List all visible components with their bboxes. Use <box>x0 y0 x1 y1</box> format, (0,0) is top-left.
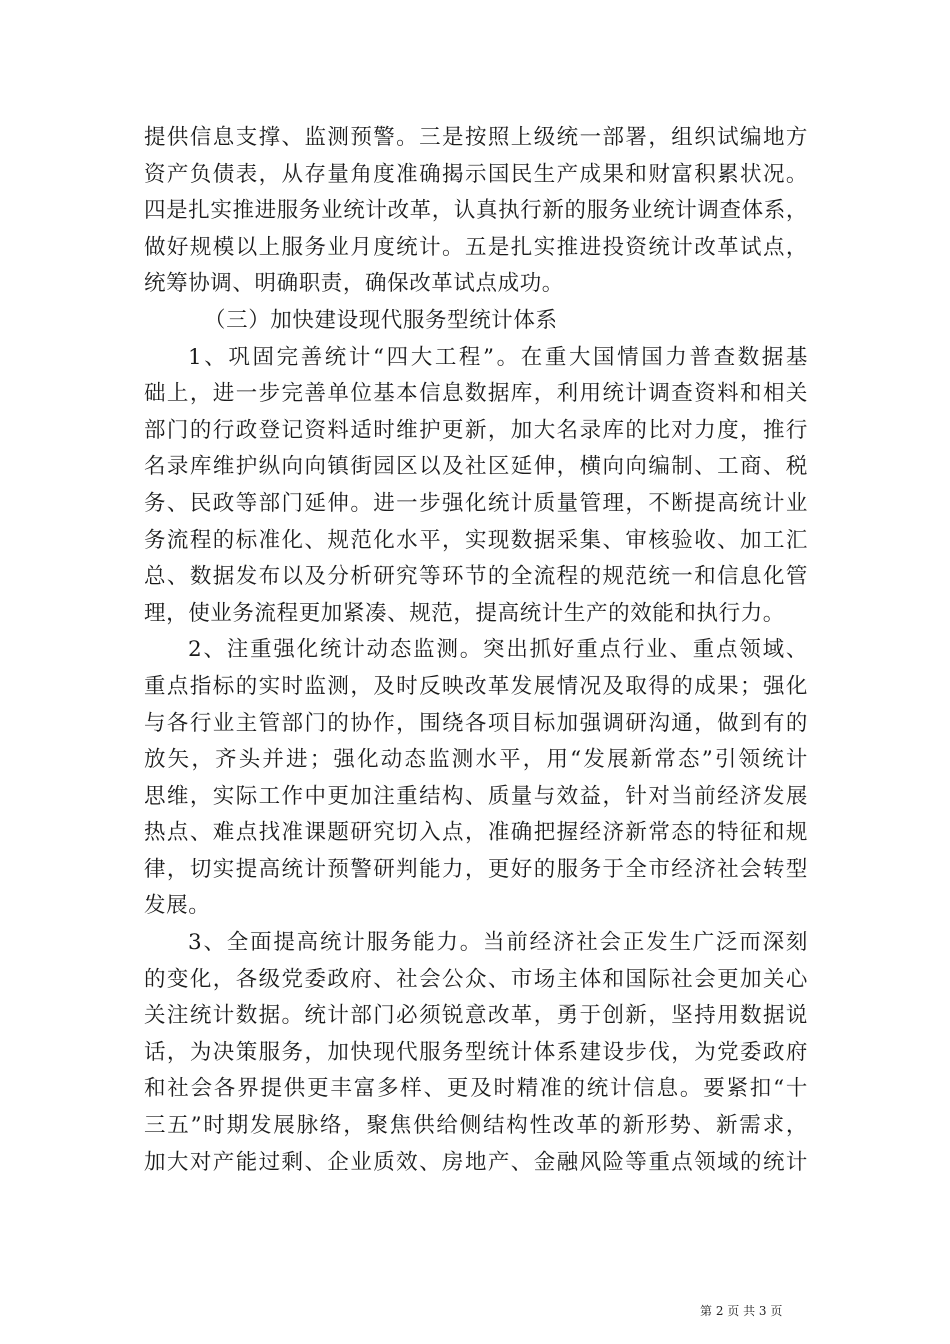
text-line: 发展。 <box>144 893 211 919</box>
text-line: 律，切实提高统计预警研判能力，更好的服务于全市经济社会转型 <box>144 856 808 882</box>
text-line: 思维，实际工作中更加注重结构、质量与效益，针对当前经济发展 <box>144 783 808 809</box>
text-line: 总、数据发布以及分析研究等环节的全流程的规范统一和信息化管 <box>144 564 808 590</box>
text-line: 2、注重强化统计动态监测。突出抓好重点行业、重点领域、 <box>188 637 808 663</box>
document-body <box>144 120 808 1181</box>
page-number: 第 2 页 共 3 页 <box>700 1304 783 1318</box>
text-line: 和社会各界提供更丰富多样、更及时精准的统计信息。要紧扣“十 <box>144 1076 808 1102</box>
text-line: 务、民政等部门延伸。进一步强化统计质量管理，不断提高统计业 <box>144 490 808 516</box>
text-line: 部门的行政登记资料适时维护更新，加大名录库的比对力度，推行 <box>144 417 808 443</box>
text-line: 放矢，齐头并进；强化动态监测水平，用“发展新常态”引领统计 <box>144 747 808 773</box>
text-line: 三五”时期发展脉络，聚焦供给侧结构性改革的新形势、新需求， <box>144 1113 808 1139</box>
text-line: 务流程的标准化、规范化水平，实现数据采集、审核验收、加工汇 <box>144 527 808 553</box>
text-line: 础上，进一步完善单位基本信息数据库，利用统计调查资料和相关 <box>144 381 808 407</box>
text-line: 关注统计数据。统计部门必须锐意改革，勇于创新，坚持用数据说 <box>144 1003 808 1029</box>
text-line: 做好规模以上服务业月度统计。五是扎实推进投资统计改革试点， <box>144 234 808 260</box>
section-heading: （三）加快建设现代服务型统计体系 <box>204 307 558 333</box>
text-line: 资产负债表，从存量角度准确揭示国民生产成果和财富积累状况。 <box>144 161 808 187</box>
text-line: 与各行业主管部门的协作，围绕各项目标加强调研沟通，做到有的 <box>144 710 808 736</box>
text-line: 3、全面提高统计服务能力。当前经济社会正发生广泛而深刻 <box>188 930 808 956</box>
text-line: 加大对产能过剩、企业质效、房地产、金融风险等重点领域的统计 <box>144 1149 808 1175</box>
text-line: 话，为决策服务，加快现代服务型统计体系建设步伐，为党委政府 <box>144 1039 808 1065</box>
text-line: 提供信息支撑、监测预警。三是按照上级统一部署，组织试编地方 <box>144 125 808 150</box>
text-line: 理，使业务流程更加紧凑、规范，提高统计生产的效能和执行力。 <box>144 600 785 626</box>
text-line: 热点、难点找准课题研究切入点，准确把握经济新常态的特征和规 <box>144 820 808 846</box>
text-line: 四是扎实推进服务业统计改革，认真执行新的服务业统计调查体系， <box>144 198 808 224</box>
text-line: 统筹协调、明确职责，确保改革试点成功。 <box>144 271 564 297</box>
text-line: 名录库维护纵向向镇街园区以及社区延伸，横向向编制、工商、税 <box>144 454 808 480</box>
text-line: 1、巩固完善统计“四大工程”。在重大国情国力普查数据基 <box>188 344 808 370</box>
text-line: 重点指标的实时监测，及时反映改革发展情况及取得的成果；强化 <box>144 673 808 699</box>
text-line: 的变化，各级党委政府、社会公众、市场主体和国际社会更加关心 <box>144 966 808 992</box>
